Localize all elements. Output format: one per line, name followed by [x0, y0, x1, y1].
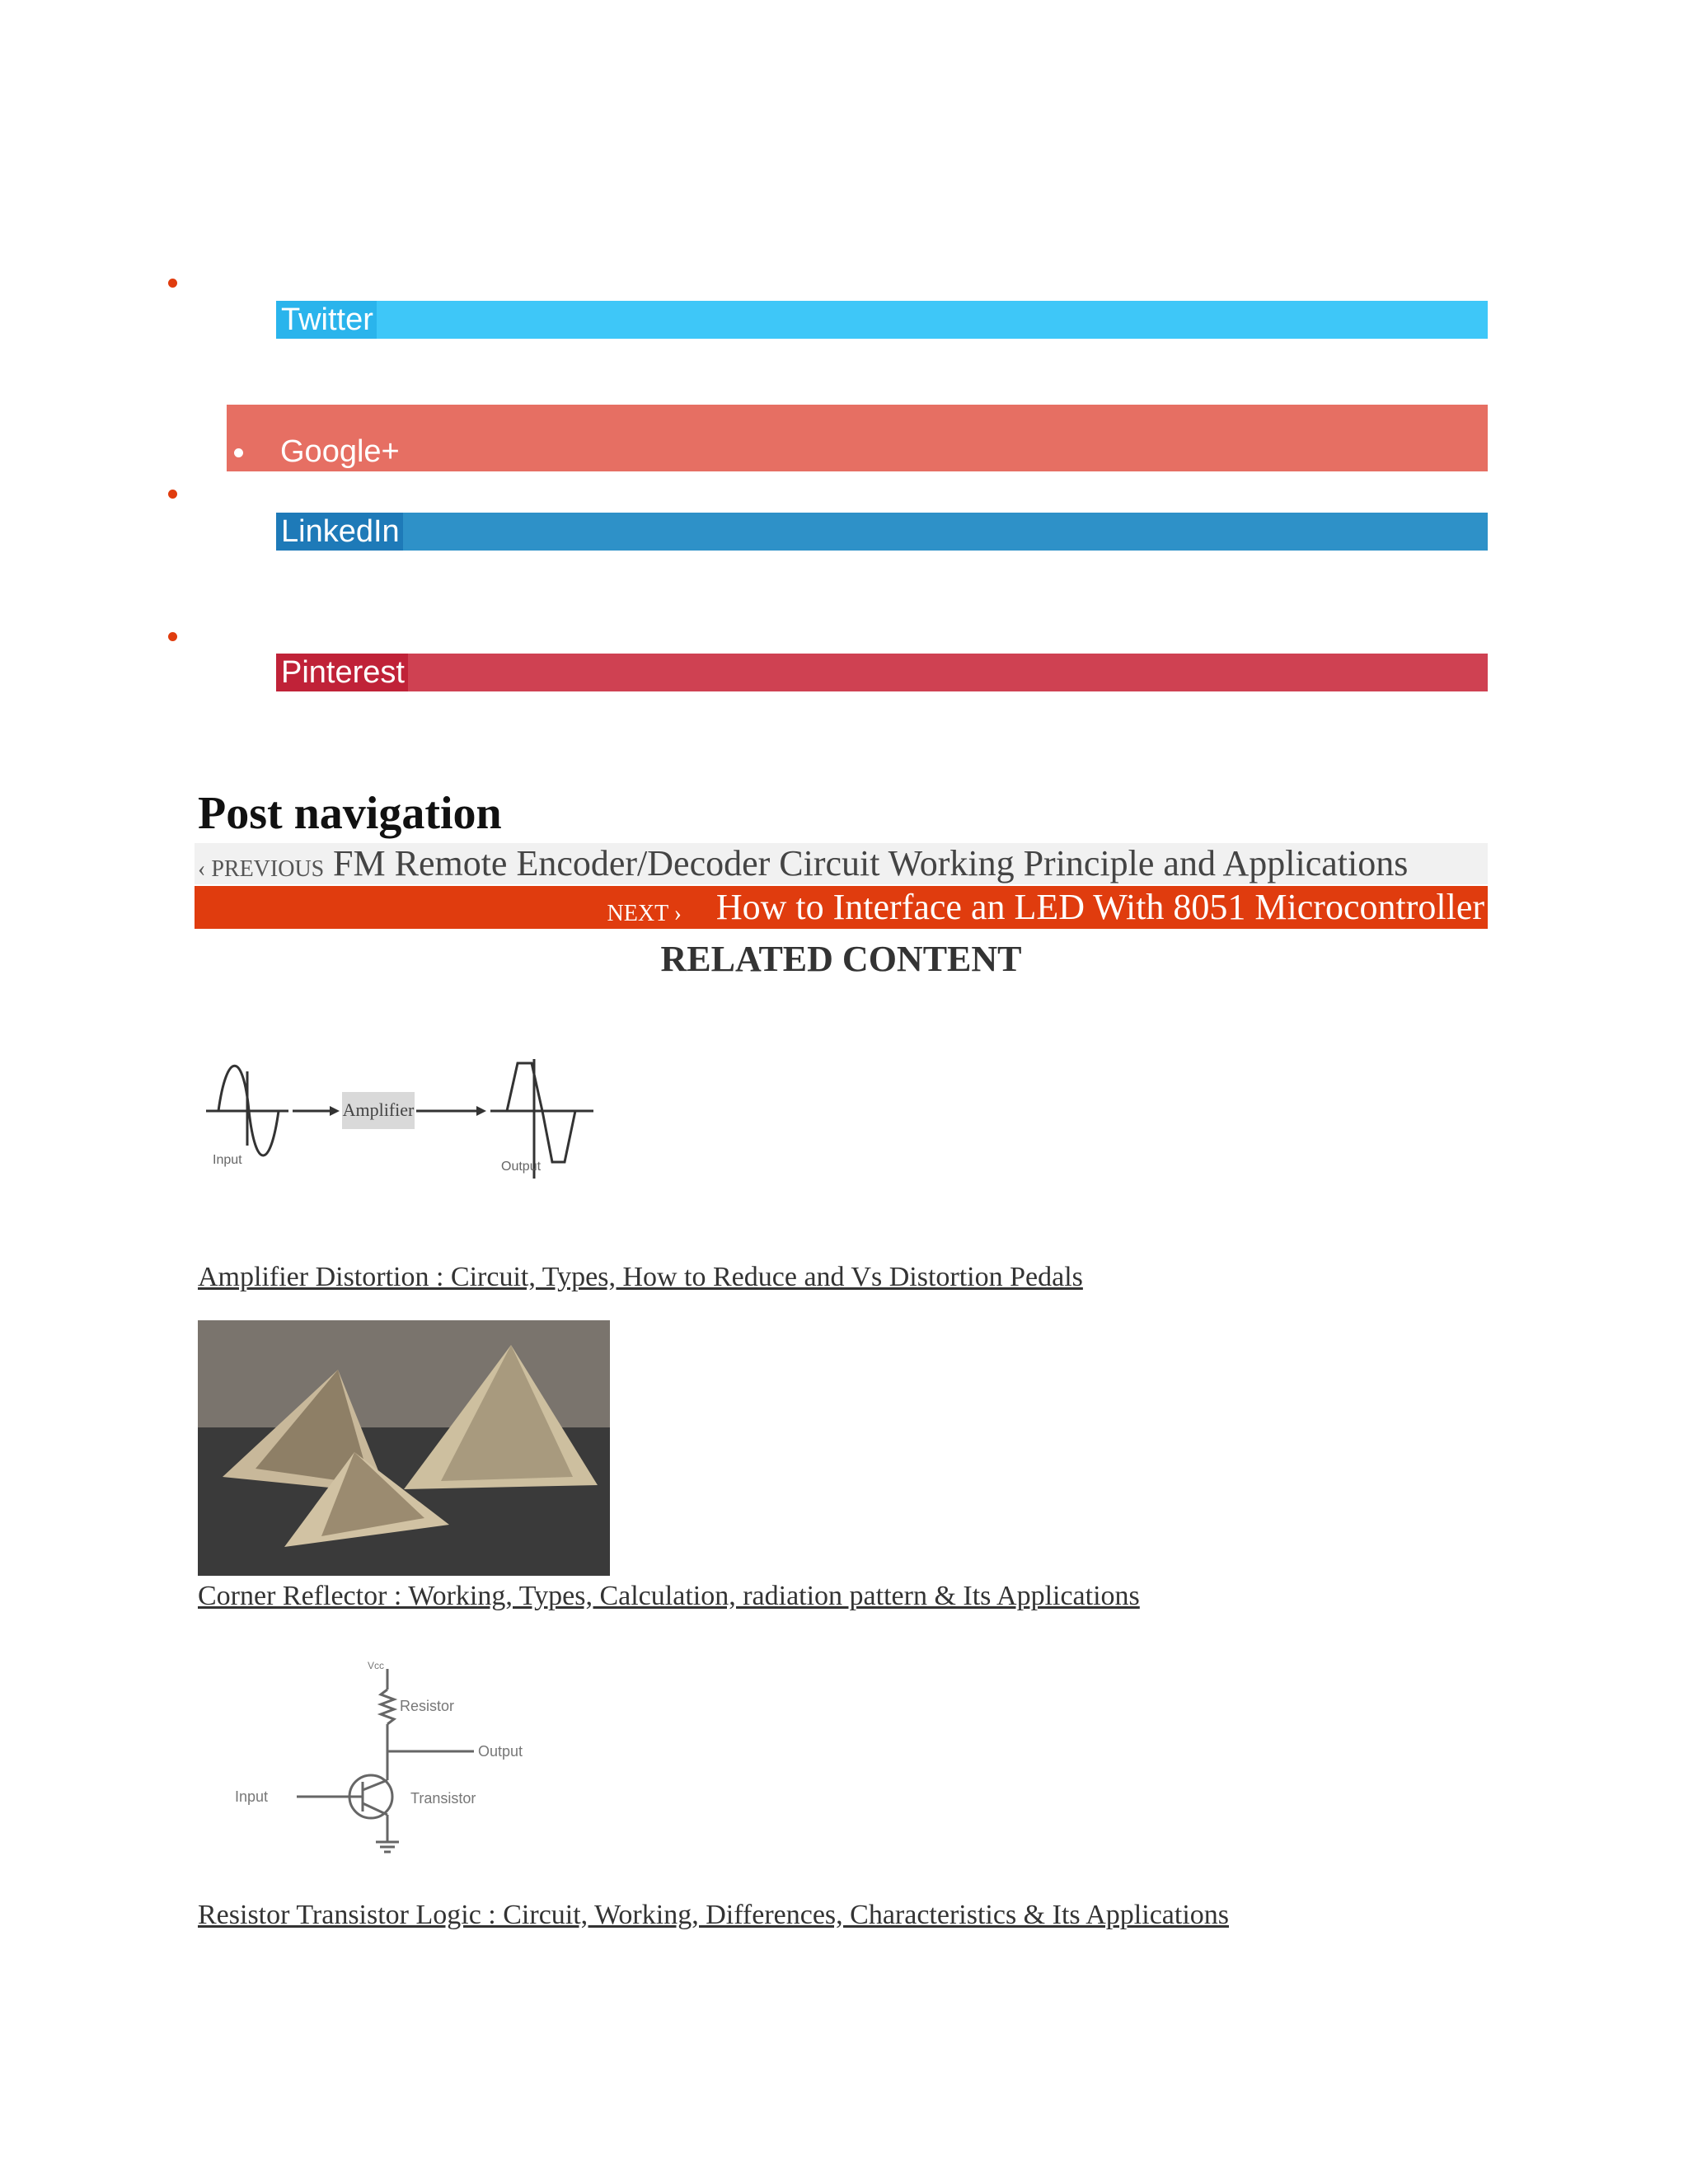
list-bullet — [168, 279, 177, 288]
previous-label: ‹ PREVIOUS — [198, 856, 325, 882]
related-item-link[interactable]: Corner Reflector : Working, Types, Calculation, radiation pattern & Its Applications — [198, 1581, 1140, 1611]
list-bullet — [168, 632, 177, 641]
input-label: Input — [235, 1788, 269, 1805]
previous-post-link[interactable] — [195, 843, 1488, 884]
related-item-link[interactable]: Amplifier Distortion : Circuit, Types, How to Reduce and Vs Distortion Pedals — [198, 1262, 1083, 1292]
transistor-emitter — [363, 1803, 387, 1815]
linkedin-label: LinkedIn — [276, 513, 403, 551]
previous-post-title: FM Remote Encoder/Decoder Circuit Working Principle and Applications — [333, 843, 1409, 883]
twitter-label: Twitter — [276, 301, 377, 339]
google-plus-share-button[interactable] — [227, 405, 1488, 471]
resistor-label: Resistor — [400, 1698, 455, 1714]
arrow-head — [476, 1106, 486, 1116]
next-post-title: How to Interface an LED With 8051 Microcontroller — [715, 887, 1484, 927]
next-label: NEXT › — [607, 901, 682, 926]
post-navigation-heading: Post navigation — [198, 788, 502, 839]
corner-reflector-thumbnail[interactable] — [198, 1320, 610, 1576]
resistor-transistor-logic-thumbnail[interactable] — [198, 1657, 577, 1871]
resistor-symbol — [381, 1690, 394, 1724]
output-label: Output — [501, 1160, 542, 1174]
transistor-collector — [363, 1780, 387, 1790]
linkedin-share-button[interactable] — [276, 513, 1488, 551]
list-bullet — [168, 490, 177, 499]
amplifier-box-label: Amplifier — [342, 1099, 415, 1120]
twitter-share-button[interactable] — [276, 301, 1488, 339]
output-label: Output — [478, 1743, 523, 1760]
related-content-heading: RELATED CONTENT — [660, 939, 1022, 979]
list-bullet — [234, 448, 243, 457]
transistor-label: Transistor — [410, 1790, 476, 1807]
related-item-link[interactable]: Resistor Transistor Logic : Circuit, Working, Differences, Characteristics & Its Applications — [198, 1900, 1229, 1930]
pinterest-label: Pinterest — [276, 654, 408, 691]
google-plus-label: Google+ — [280, 434, 400, 469]
arrow-head — [330, 1106, 340, 1116]
next-post-link[interactable] — [195, 886, 1488, 929]
amplifier-distortion-thumbnail[interactable] — [198, 1055, 610, 1203]
vcc-label: Vcc — [368, 1660, 385, 1671]
output-clipped-wave — [507, 1063, 575, 1162]
pinterest-share-button[interactable] — [276, 654, 1488, 691]
input-label: Input — [213, 1153, 242, 1167]
